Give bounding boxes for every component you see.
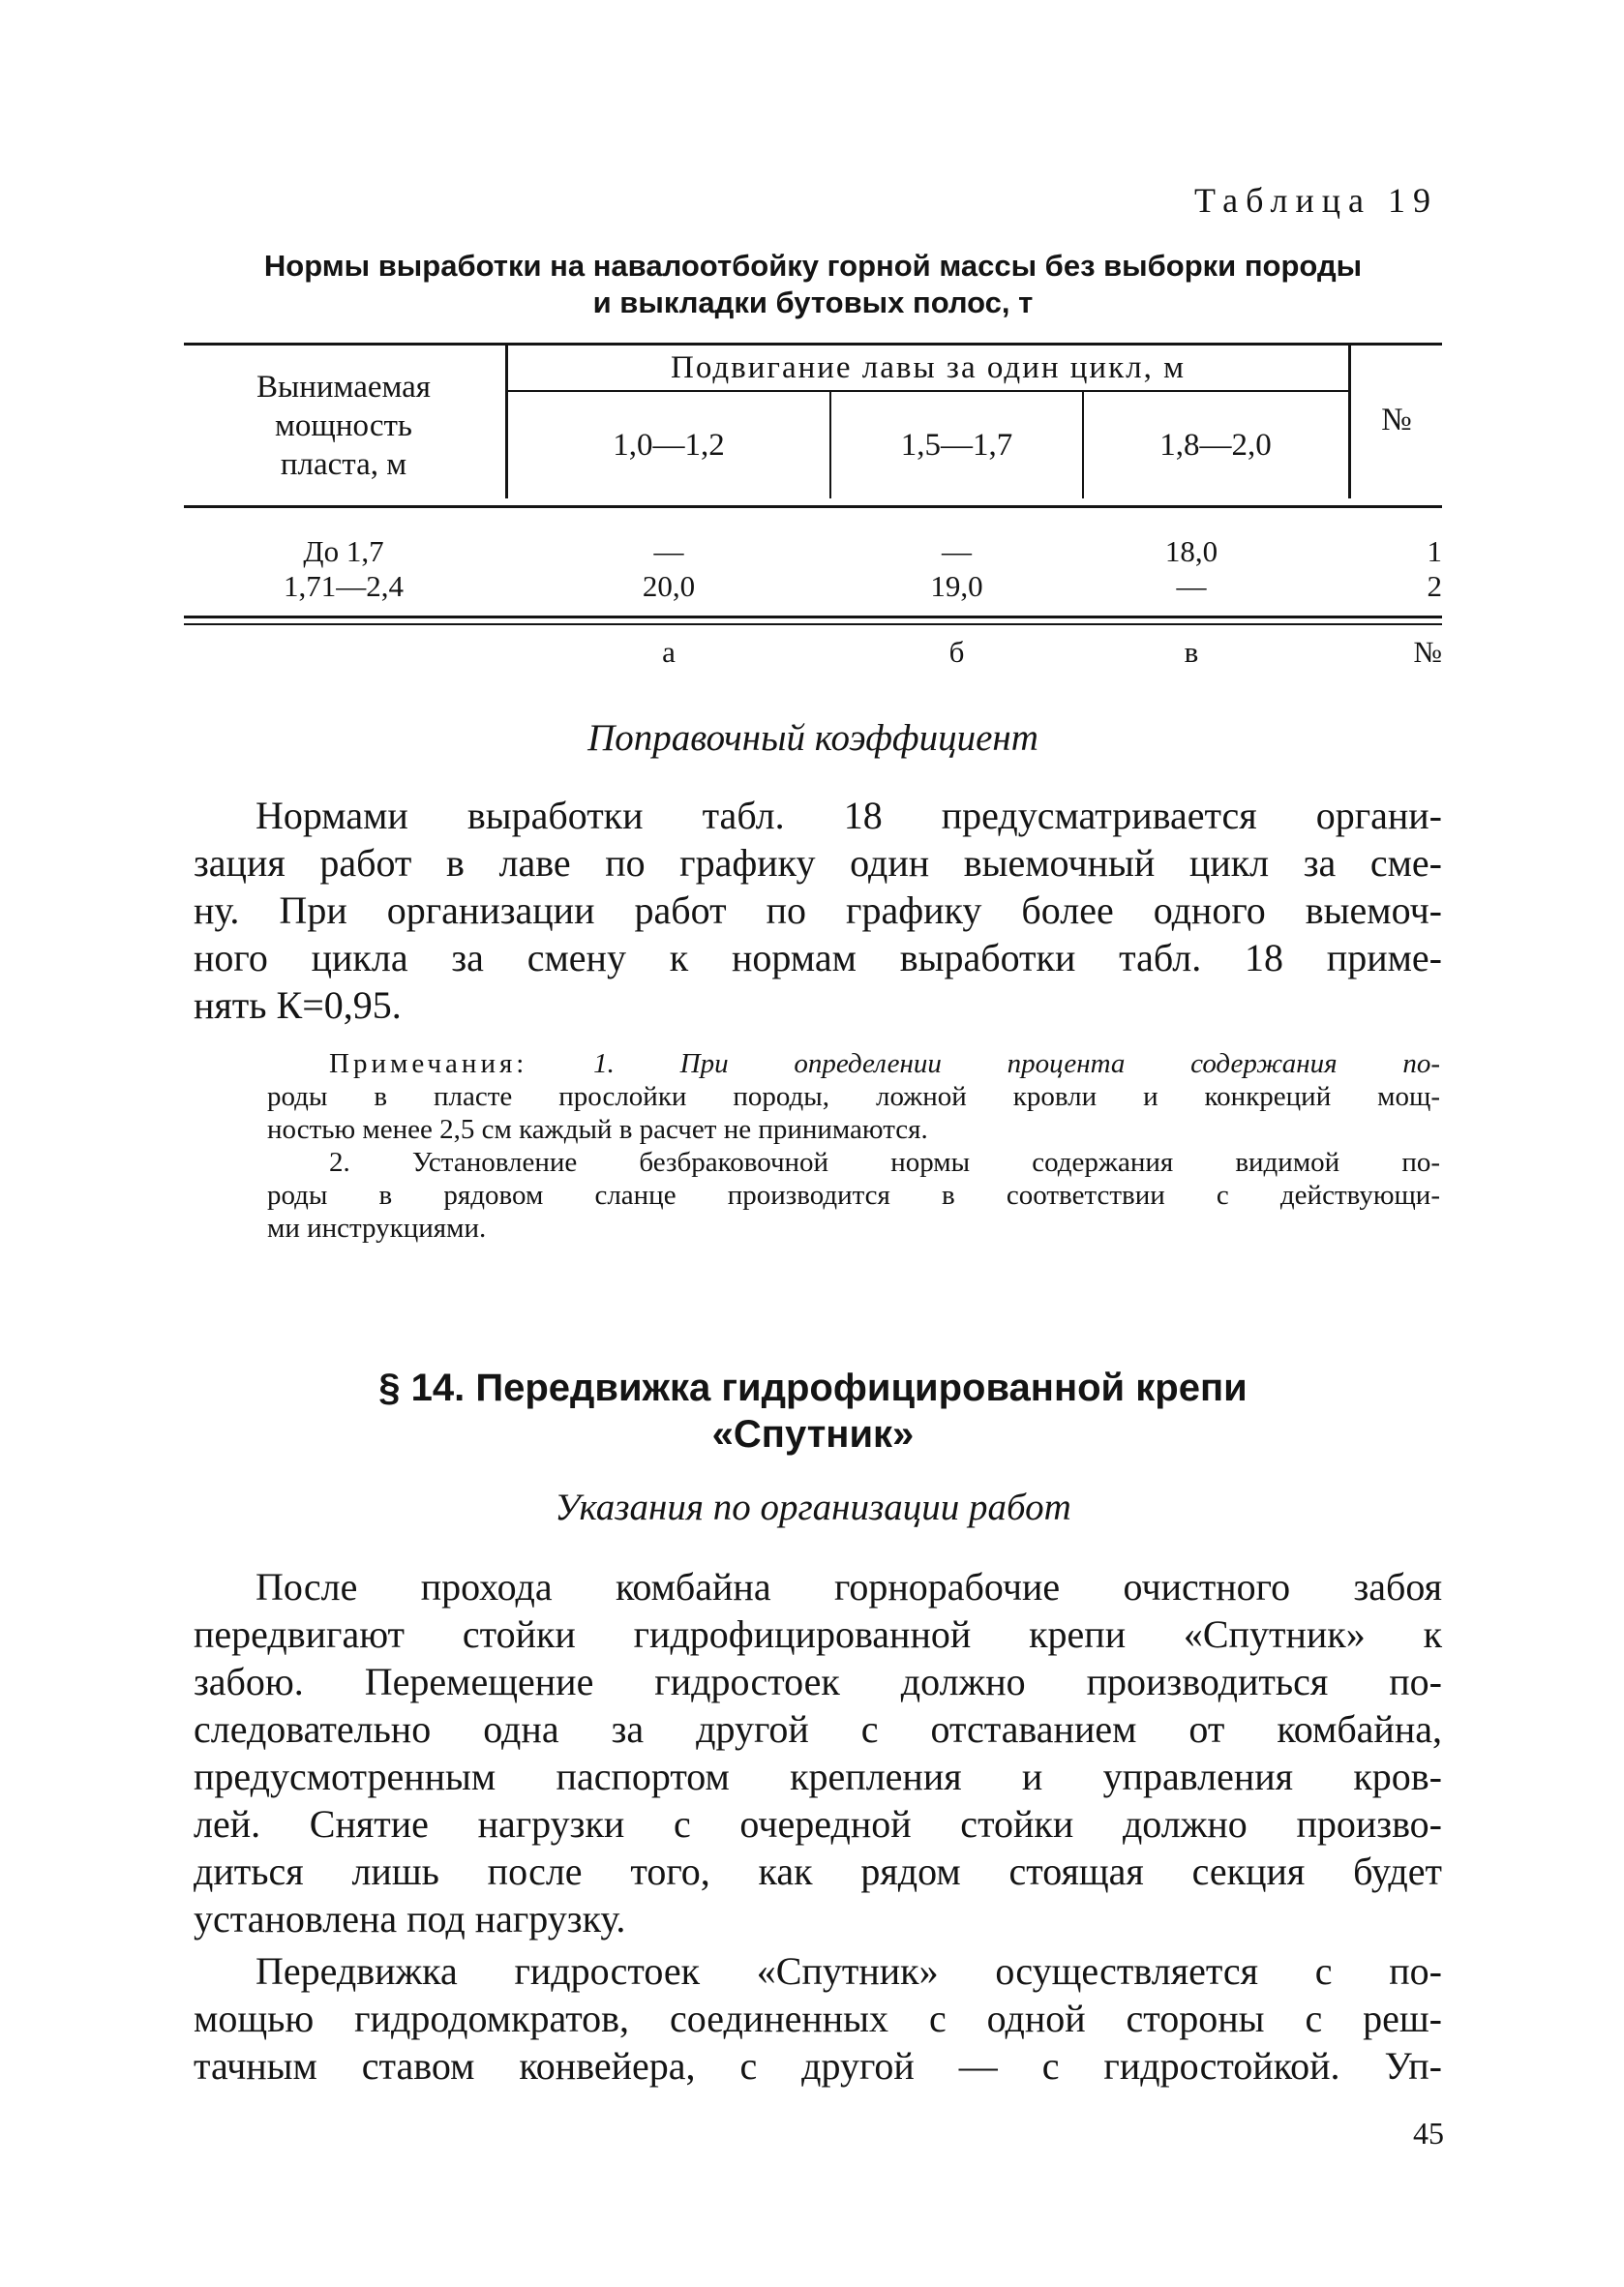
table-vrule-3 [1082,392,1084,498]
col-header-1: 1,0—1,2 [613,428,725,463]
notes-line-6: ми инструкциями. [267,1213,487,1244]
section-subtitle: Указания по организации работ [555,1487,1071,1528]
correction-paragraph [194,792,1442,1029]
correction-line-4: ного цикла за смену к нормам выработки табл. 18 приме- [194,936,1442,979]
footer-num: № [1413,635,1442,669]
row-2-label: 1,71—2,4 [284,569,404,603]
section-paragraph-1 [194,1563,1442,1942]
section-heading [184,1365,1442,1458]
row-1-value-1: — [653,534,684,568]
col-header-3: 1,8—2,0 [1159,428,1272,463]
para1-line-4: следовательно одна за другой с отставанием от комбайна, [194,1707,1442,1751]
table-vrule-2 [829,392,831,498]
notes-line-1 [267,1047,1440,1080]
para2-line-1: Передвижка гидростоек «Спутник» осуществляется с по- [256,1949,1442,1993]
row-2-value-1: 20,0 [642,569,696,603]
notes-line-2: роды в пласте прослойки породы, ложной кровли и конкреций мощ- [267,1081,1440,1112]
page-number: 45 [1413,2116,1444,2151]
para1-line-2: передвигают стойки гидрофицированной крепи «Спутник» к [194,1612,1442,1656]
table-title [184,248,1442,321]
group-header: Подвигание лавы за один цикл, м [671,350,1186,385]
para2-line-2: мощью гидродомкратов, соединенных с одной стороны с реш- [194,1997,1442,2040]
row-2-num: 2 [1427,569,1442,603]
notes-line-4: 2. Установление безбраковочной нормы содержания видимой по- [329,1147,1440,1178]
correction-line-2: зация работ в лаве по графику один выемочный цикл за сме- [194,841,1442,885]
notes-line-3: ностью менее 2,5 см каждый в расчет не принимаются. [267,1114,928,1145]
body-bottom-rule [184,616,1442,618]
section-heading-line1: § 14. Передвижка гидрофицированной крепи [378,1367,1248,1409]
footer-rule [184,623,1442,625]
notes-label: Примечания: [329,1048,528,1079]
correction-line-3: ну. При организации работ по графику более одного выемоч- [194,888,1442,932]
col-header-2: 1,5—1,7 [900,428,1013,463]
row-header-line2: мощность [275,408,412,443]
group-header-rule [507,390,1349,392]
para1-line-8: установлена под нагрузку. [194,1897,626,1941]
para1-line-1: После прохода комбайна горнорабочие очистного забоя [256,1565,1442,1609]
section-paragraph-2 [194,1947,1442,2090]
footer-letter-a: а [662,635,676,669]
row-header-line3: пласта, м [280,447,407,482]
table-title-line1: Нормы выработки на навалоотбойку горной массы без выборки породы [263,249,1363,283]
footer-letter-v: в [1184,635,1199,669]
row-header-cell [184,368,503,484]
row-1-value-3: 18,0 [1164,534,1218,568]
table-top-rule [184,343,1442,346]
section-heading-line2: «Спутник» [711,1413,915,1456]
table-title-line2: и выкладки бутовых полос, т [592,286,1034,319]
notes-line-5: роды в рядовом сланце производится в соответствии с действующи- [267,1180,1440,1211]
footer-letter-b: б [948,635,965,669]
correction-title: Поправочный коэффициент [587,717,1038,759]
para1-line-7: диться лишь после того, как рядом стоящая секция будет [194,1850,1442,1893]
para2-line-3: тачным ставом конвейера, с другой — с гидростойкой. Уп- [194,2044,1442,2088]
row-1-value-2: — [942,534,972,568]
row-2-value-3: — [1176,569,1207,603]
row-1-num: 1 [1427,534,1442,568]
row-1-label: До 1,7 [303,534,384,568]
para1-line-3: забою. Перемещение гидростоек должно производиться по- [194,1660,1442,1703]
header-bottom-rule [184,505,1442,508]
correction-line-1: Нормами выработки табл. 18 предусматривается органи- [256,794,1442,837]
para1-line-5: предусмотренным паспортом крепления и управления кров- [194,1755,1442,1798]
correction-line-5: нять К=0,95. [194,983,402,1027]
table-caption: Таблица 19 [1194,181,1438,220]
para1-line-6: лей. Снятие нагрузки с очередной стойки должно произво- [194,1802,1442,1846]
num-header: № [1381,403,1412,437]
row-header-line1: Вынимаемая [256,370,431,405]
table-vrule-1 [505,346,508,498]
notes-line1-rest: 1. При определении процента содержания по- [593,1048,1440,1079]
row-2-value-2: 19,0 [930,569,983,603]
notes-block [267,1047,1440,1245]
